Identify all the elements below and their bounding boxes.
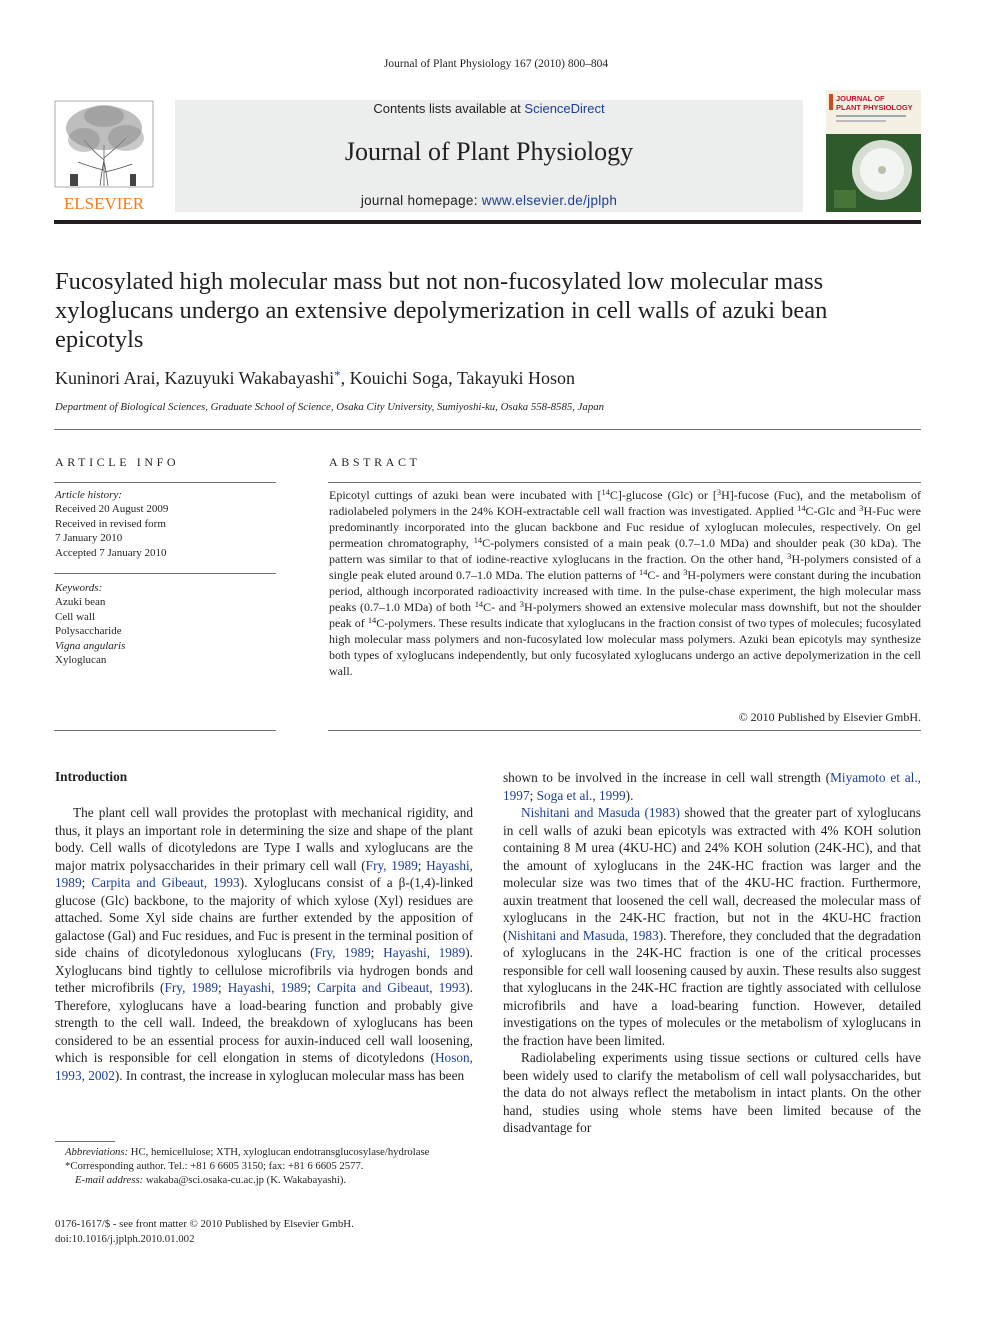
author-list	[55, 368, 575, 389]
body-column-right	[503, 769, 921, 1137]
article-info-bottom-rule	[54, 730, 276, 731]
contents-availability	[175, 101, 803, 116]
contents-prefix: Contents lists available at	[373, 101, 525, 116]
article-info-heading: ARTICLE INFO	[55, 455, 180, 469]
accepted-date: Accepted 7 January 2010	[55, 546, 167, 559]
authors-part1: Kuninori Arai, Kazuyuki Wakabayashi	[55, 368, 335, 388]
article-history-label: Article history:	[55, 489, 122, 501]
citation-link[interactable]: Fry, 1989	[164, 980, 218, 995]
keyword-item: Polysaccharide	[55, 625, 122, 638]
introduction-heading: Introduction	[55, 769, 128, 784]
intro-paragraph-2: Nishitani and Masuda (1983) showed that the greater part of xyloglucans in cell walls of azuki bean epicotyls was extracted with 4% KOH solution containing 8 M urea (4KU-HC) and 24% KOH solution (24K-HC), and that the amount of xyloglucans in the 24K-HC fraction was larger and the molecular size was two times that of the 4KU-HC fraction. Furthermore, auxin treatment that loosened the cell wall, decreased the molecular mass of xyloglucans in the 24K-HC fraction, but not in the 4KU-HC fraction (Nishitani and Masuda, 1983). Therefore, they concluded that the degradation of xyloglucans in the 24K-HC fraction is one of the critical processes responsible for cell wall loosening caused by auxin. These results also suggest that xyloglucans in the 24K-HC fraction are tightly associated with cellulose microfibrils and have a load-bearing function. However, detailed investigations on the types of molecules or the metabolism of xyloglucans in the fraction have been limited.	[503, 805, 921, 1048]
citation-link[interactable]: Soga et al., 1999	[536, 787, 626, 803]
email-footnote: E-mail address: wakaba@sci.osaka-cu.ac.jp (K. Wakabayashi).	[75, 1174, 347, 1187]
keywords-label: Keywords:	[55, 582, 103, 594]
revised-label: Received in revised form	[55, 517, 166, 530]
article-history	[55, 488, 277, 560]
citation-link[interactable]: Hayashi, 1989	[227, 980, 308, 995]
keywords-rule	[54, 573, 276, 574]
authors-part2: , Kouichi Soga, Takayuki Hoson	[340, 368, 576, 388]
body-column-left	[55, 804, 473, 1084]
elsevier-wordmark: ELSEVIER	[63, 194, 145, 212]
journal-homepage	[175, 193, 803, 208]
citation-link[interactable]: Hayashi, 1989	[55, 857, 473, 890]
citation-link[interactable]: Hoson, 1993, 2002	[55, 1050, 473, 1083]
elsevier-logo[interactable]	[54, 100, 154, 212]
corresponding-author-mark[interactable]: *	[334, 367, 341, 383]
article-title: Fucosylated high molecular mass but not non-fucosylated low molecular mass xyloglucans undergo an extensive depolymerization in cell walls of azuki bean epicotyls	[55, 268, 828, 353]
citation-link[interactable]: Nishitani and Masuda (1983)	[521, 805, 680, 820]
homepage-link[interactable]: www.elsevier.de/jplph	[481, 193, 618, 208]
footnotes	[55, 1145, 473, 1188]
article-info-rule	[54, 482, 276, 483]
journal-title: Journal of Plant Physiology	[344, 137, 634, 166]
corresponding-author-footnote: *Corresponding author. Tel.: +81 6 6605 3150; fax: +81 6 6605 2577.	[65, 1160, 364, 1173]
citation-link[interactable]: Fry, 1989	[314, 945, 371, 960]
doi-link[interactable]: doi:10.1016/j.jplph.2010.01.002	[55, 1232, 195, 1245]
keyword-item: Azuki bean	[55, 596, 106, 609]
citation-link[interactable]: Hayashi, 1989	[383, 945, 466, 960]
sciencedirect-link[interactable]: ScienceDirect	[524, 101, 605, 116]
abstract-copyright: © 2010 Published by Elsevier GmbH.	[738, 710, 921, 724]
citation-link[interactable]: Miyamoto et al., 1997	[503, 770, 921, 803]
keyword-item: Cell wall	[55, 610, 96, 623]
citation-link[interactable]: Nishitani and Masuda, 1983	[507, 927, 659, 943]
intro-paragraph-3: Radiolabeling experiments using tissue sections or cultured cells have been widely used to clarify the metabolism of cell wall polysaccharides, but the data do not always reflect the metabolism in intact plants. On the other hand, studies using whole stems have been limited because of the disadvantage for	[503, 1050, 921, 1135]
citation-link[interactable]: Carpita and Gibeaut, 1993	[91, 875, 240, 890]
homepage-prefix: journal homepage:	[360, 193, 482, 208]
cover-title-line2: PLANT PHYSIOLOGY	[836, 103, 913, 112]
citation-link[interactable]: Fry, 1989	[365, 857, 418, 873]
intro-paragraph-1: The plant cell wall provides the protoplast with mechanical rigidity, and thus, it plays an important role in determining the size and shape of the plant body. Cell walls of dicotyledons are Type I walls and xyloglucans are the major matrix polysaccharides in their primary cell wall (Fry, 1989; Hayashi, 1989; Carpita and Gibeaut, 1993). Xyloglucans consist of a β-(1,4)-linked glucose (Glc) backbone, to the majority of which xylose (Xyl) residues are attached. Some Xyl side chains are further extended by the apposition of galactose (Gal) and Fuc residues, and Fuc is present in the terminal position of side chains of dicotyledonous xyloglucans (Fry, 1989; Hayashi, 1989). Xyloglucans bind tightly to cellulose microfibrils via hydrogen bonds and tether microfibrils (Fry, 1989; Hayashi, 1989; Carpita and Gibeaut, 1993). Therefore, xyloglucans have a load-bearing function and probably give strength to the cell wall. Indeed, the breakdown of xyloglucans has been considered to be an essential process for auxin-induced cell wall loosening, which is responsible for cell elongation in stems of dicotyledons (Hoson, 1993, 2002). In contrast, the increase in xyloglucan molecular mass has been	[55, 805, 474, 1083]
keywords	[55, 581, 277, 667]
elsevier-tree-icon	[54, 100, 154, 212]
front-matter	[55, 1217, 354, 1246]
footnote-rule	[55, 1141, 115, 1142]
citation-link[interactable]: Carpita and Gibeaut, 1993	[316, 980, 466, 995]
running-head: Journal of Plant Physiology 167 (2010) 800–804	[383, 58, 609, 70]
journal-cover[interactable]	[826, 90, 921, 212]
abstract-heading: ABSTRACT	[329, 455, 421, 469]
journal-cover-image	[826, 90, 921, 212]
keyword-item: Xyloglucan	[55, 654, 107, 667]
issn-line: 0176-1617/$ - see front matter © 2010 Published by Elsevier GmbH.	[55, 1218, 354, 1230]
abstract-rule	[328, 482, 921, 483]
abstract-bottom-rule	[328, 730, 921, 731]
abstract-text: Epicotyl cuttings of azuki bean were incubated with [$^{14}$C]-glucose (Glc) or [$^3$H]-fucose (Fuc), and the metabolism of radiolabeled polymers in the 24% KOH-extractable cell wall fraction was investigated. Applied $^{14}$C-Glc and $^3$H-Fuc were predominantly incorporated into the glucan backbone and Fuc residue of xyloglucan molecules, respectively. On gel permeation chromatography, $^{14}$C-polymers consisted of a main peak (0.7–1.0 MDa) and shoulder peak (30 kDa). The pattern was similar to that of iodine-reactive xyloglucans in the fraction. On the other hand, $^3$H-polymers consisted of a single peak eluted around 0.7–1.0 MDa. The elution patterns of $^{14}$C- and $^3$H-polymers were constant during the incubation period, although incorporated radioactivity increased with time. In the pulse-chase experiment, the high molecular mass peaks (0.7–1.0 MDa) of both $^{14}$C- and $^3$H-polymers showed an extensive molecular mass downshift, but not the shoulder peak of $^{14}$C-polymers. These results indicate that xyloglucans in the fraction consist of two types of molecules; fucosylated high molecular mass polymers and non-fucosylated low molecular mass polymers. Azuki bean epicotyls may synthesize both types of xyloglucans independently, but only fucosylated xyloglucans undergo an active depolymerization in the cell wall.	[329, 488, 922, 678]
affiliation: Department of Biological Sciences, Graduate School of Science, Osaka City University, Sumiyoshi-ku, Osaka 558-8585, Japan	[55, 401, 605, 413]
revised-date: 7 January 2010	[55, 532, 123, 545]
intro-paragraph-1-continued: shown to be involved in the increase in cell wall strength (Miyamoto et al., 1997; Soga et al., 1999).	[503, 770, 921, 803]
cover-title-line1: JOURNAL OF	[836, 94, 885, 103]
received-date: Received 20 August 2009	[55, 503, 169, 516]
title-rule	[54, 429, 921, 430]
abbreviations-footnote: Abbreviations: HC, hemicellulose; XTH, xyloglucan endotransglucosylase/hydrolase	[65, 1146, 430, 1158]
keyword-item: Vigna angularis	[55, 639, 126, 652]
header-rule	[54, 220, 921, 224]
